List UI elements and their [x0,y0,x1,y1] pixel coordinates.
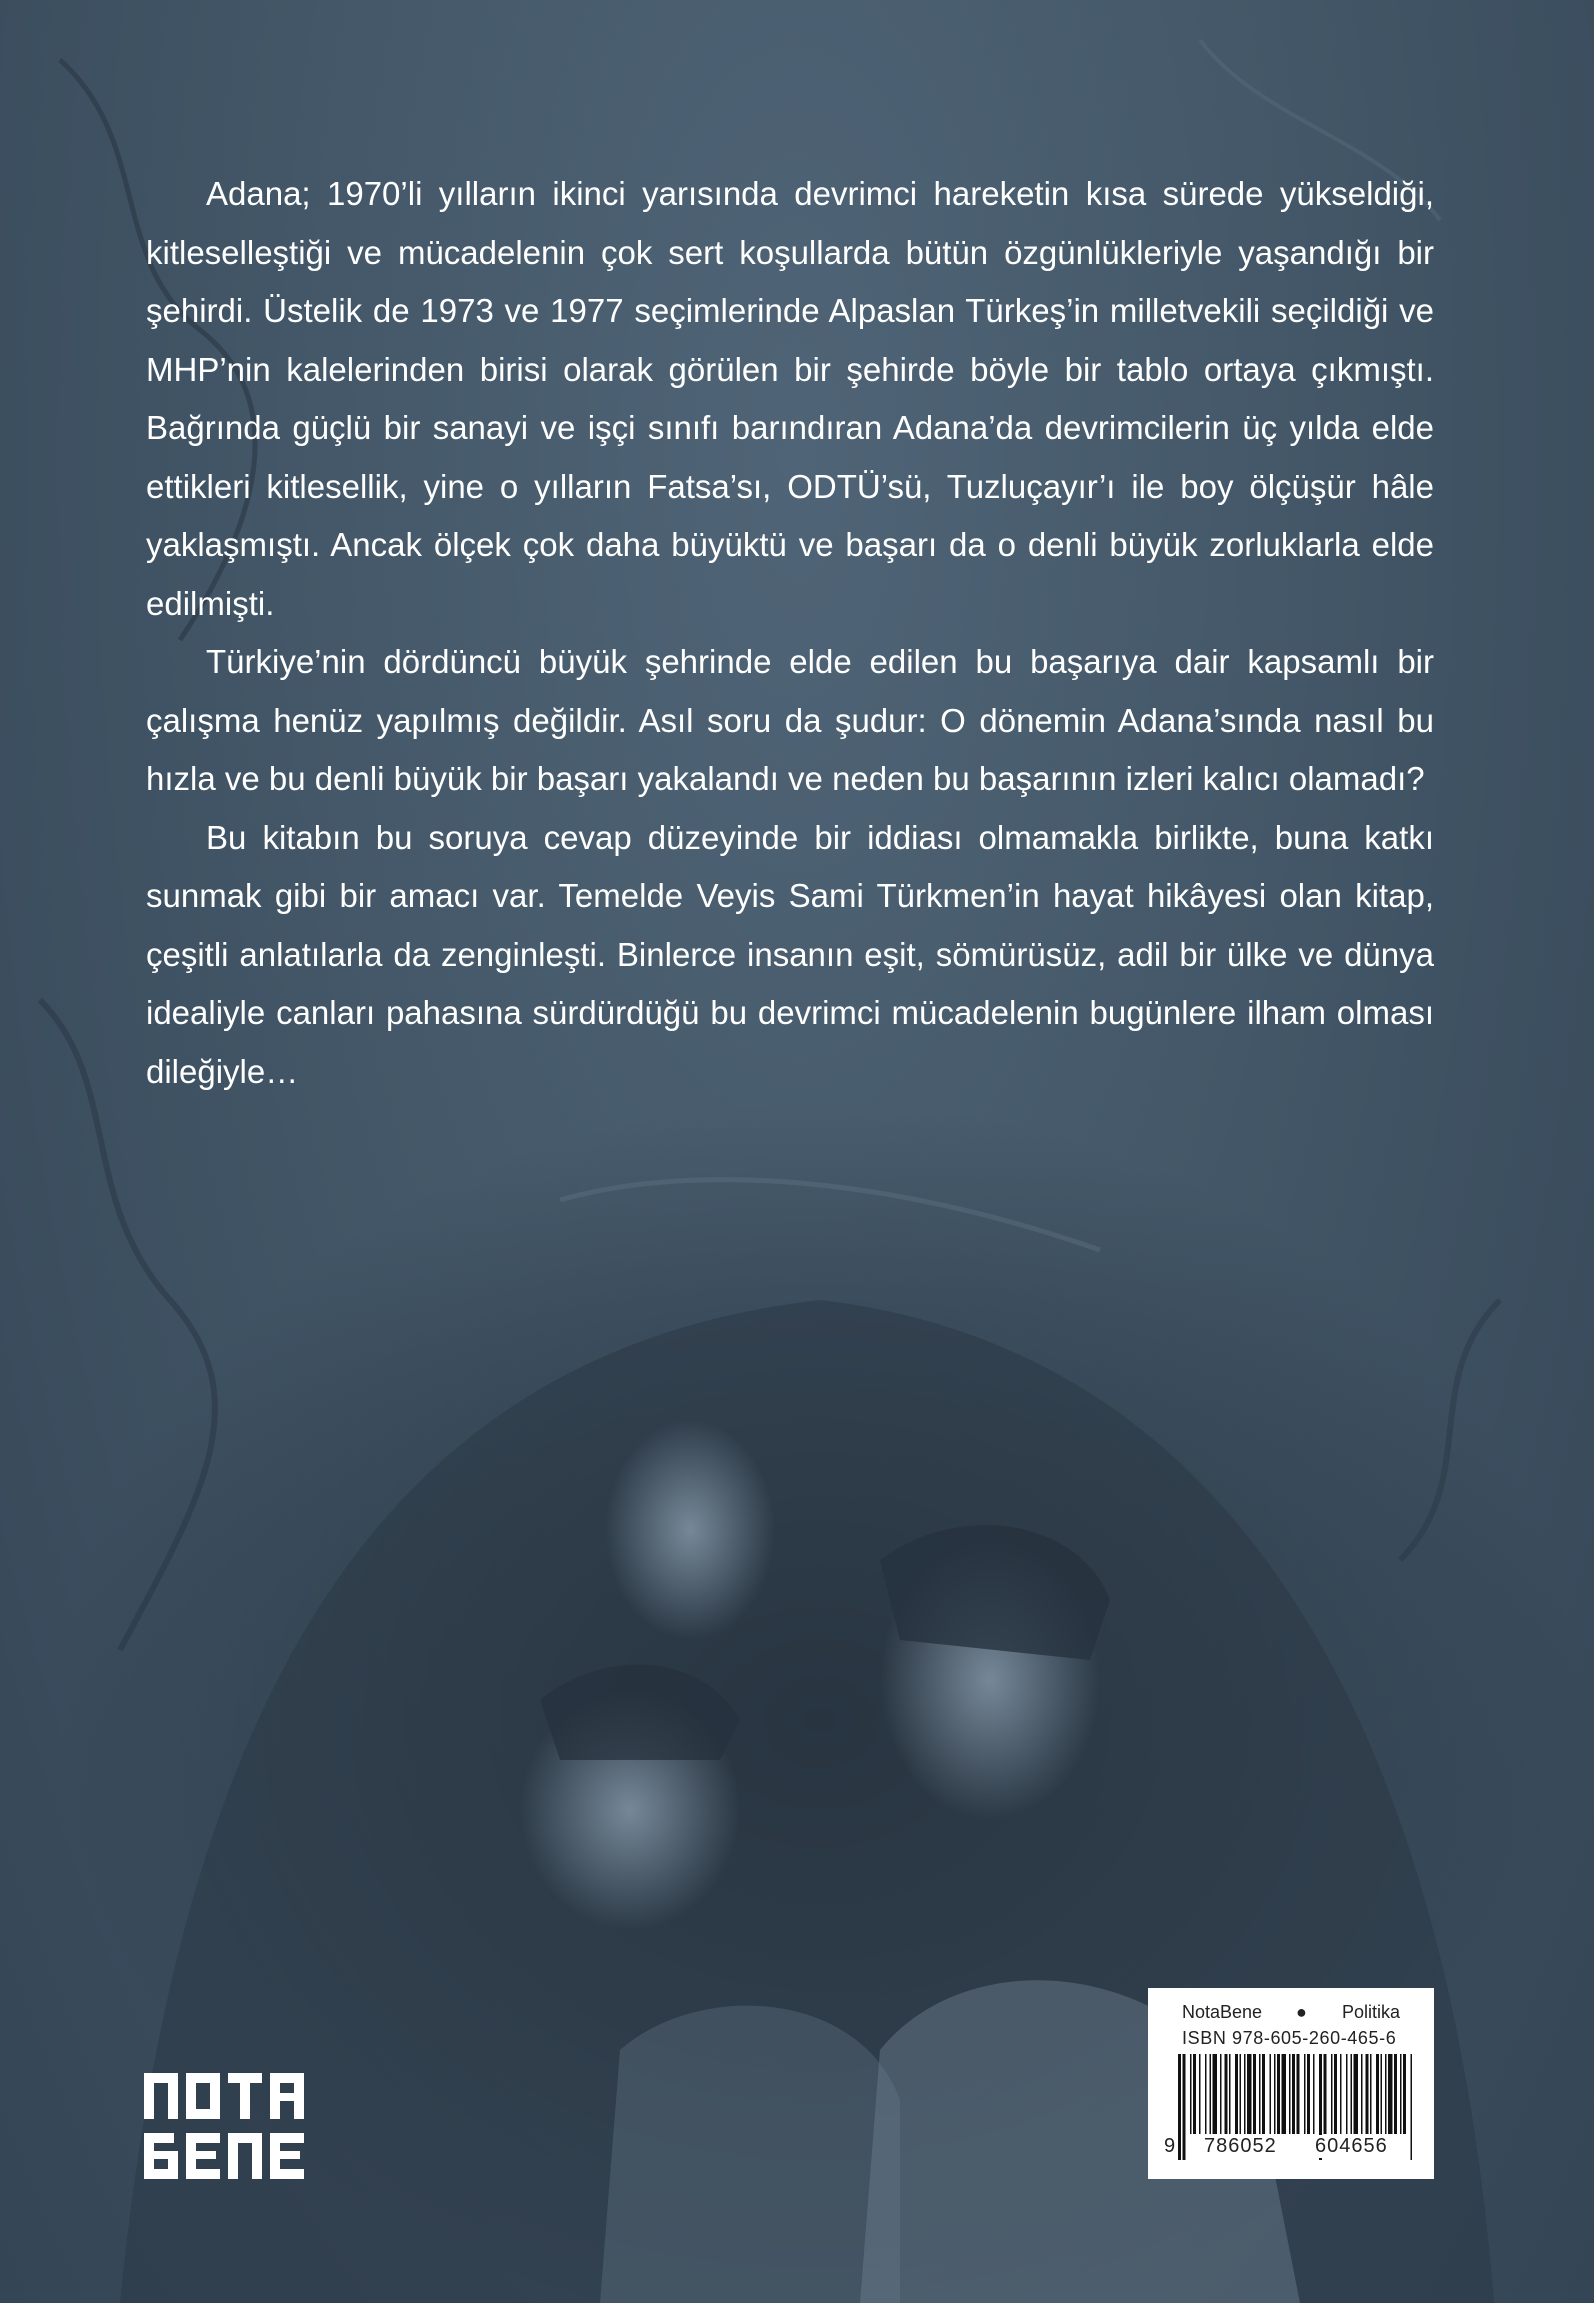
barcode-bar [1240,2054,1242,2134]
barcode-bar [1220,2054,1222,2134]
bullet-separator: ● [1296,2002,1307,2022]
blurb [146,165,1434,1101]
barcode-bar [1253,2054,1256,2134]
barcode-bar [1361,2054,1363,2134]
barcode-bar [1313,2054,1315,2134]
barcode-bar [1247,2054,1252,2134]
barcode-bar [1334,2054,1337,2134]
barcode-bar [1403,2054,1406,2134]
blurb-paragraph: Adana; 1970’li yılların ikinci yarısında devrimci hareketin kısa sürede yükseldiği, kitleselleştiği ve mücadelenin çok sert koşullarda bütün özgünlükleriyle yaşandığı bir şehirdi. Üstelik de 1973 ve 1977 seçimlerinde Alpaslan Türkeş’in milletvekili seçildiği ve MHP’nin kalelerinden birisi olarak görülen bir şehirde böyle bir tablo ortaya çıkmıştı. Bağrında güçlü bir sanayi ve işçi sınıfı barındıran Adana’da devrimcilerin üç yılda elde ettikleri kitlesellik, yine o yılların Fatsa’sı, ODTÜ’sü, Tuzluçayır’ı ile boy ölçüşür hâle yaklaşmıştı. Ancak ölçek çok daha büyüktü ve başarı da o denli büyük zorluklarla elde edilmişti. [146,175,1434,622]
barcode-bar [1210,2054,1212,2134]
barcode-bar [1292,2054,1295,2134]
blurb-paragraph: Türkiye’nin dördüncü büyük şehrinde elde edilen bu başarıya dair kapsamlı bir çalışma henüz yapılmış değildir. Asıl soru da şudur: O dönemin Adana’sında nasıl bu hızla ve bu denli büyük bir başarı yakalandı ve neden bu başarının izleri kalıcı olamadı? [146,643,1434,797]
barcode-digits-right: 604656 [1315,2135,1388,2157]
barcode-digits-left: 786052 [1204,2135,1277,2157]
barcode-bar [1199,2054,1201,2134]
barcode-bar [1400,2054,1402,2134]
barcode-bar [1244,2054,1246,2134]
barcode-bar [1183,2054,1186,2160]
barcode-bar [1324,2054,1327,2134]
barcode-digit-first: 9 [1164,2135,1177,2157]
barcode-label [1148,1988,1434,2179]
barcode-bar [1340,2054,1342,2134]
notabene-logo [144,2073,304,2179]
barcode-bar [1370,2054,1372,2134]
barcode-bar [1304,2054,1306,2134]
barcode-bar [1262,2054,1265,2134]
blurb-paragraph: Bu kitabın bu soruya cevap düzeyinde bir iddiası olmamakla birlikte, buna katkı sunmak gibi bir amacı var. Temelde Veyis Sami Türkmen’in hayat hikâyesi olan kitap, çeşitli anlatılarla da zenginleşti. Binlerce insanın eşit, sömürüsüz, adil bir ülke ve dünya idealiyle canları pahasına sürdürdüğü bu devrimci mücadelenin bugünlere ilham olması dileğiyle… [146,818,1434,1090]
barcode-bar [1297,2054,1300,2134]
barcode-bar [1289,2054,1291,2134]
barcode-bar [1193,2054,1196,2134]
barcode-bar [1366,2054,1369,2134]
barcode-bar [1394,2054,1397,2134]
barcode-bar [1388,2054,1393,2134]
barcode-bar [1229,2054,1231,2134]
barcode-bar [1381,2054,1383,2134]
isbn-text: ISBN 978-605-260-465-6 [1182,2028,1397,2048]
barcode-bar [1225,2054,1228,2134]
barcode-bar [1277,2054,1280,2134]
publisher-name: NotaBene [1182,2002,1263,2022]
barcode-bar [1235,2054,1238,2134]
barcode-bar [1282,2054,1287,2134]
barcode-bar [1385,2054,1387,2134]
category-label: Politika [1341,2002,1400,2022]
barcode-bar [1178,2054,1181,2160]
barcode-bar [1259,2054,1261,2134]
barcode-header [1182,2002,1400,2024]
barcode-bar [1351,2054,1353,2134]
barcode-bar [1411,2054,1413,2160]
barcode-bar [1190,2054,1192,2134]
barcode-bar [1331,2054,1333,2134]
barcode-bar [1346,2054,1348,2134]
barcode-bar [1274,2054,1276,2134]
barcode-bar [1354,2054,1359,2134]
barcode-bar [1213,2054,1218,2134]
barcode-bar [1307,2054,1310,2134]
barcode-bar [1376,2054,1379,2134]
barcode-bar [1205,2054,1207,2134]
barcode-bar [1270,2054,1272,2134]
